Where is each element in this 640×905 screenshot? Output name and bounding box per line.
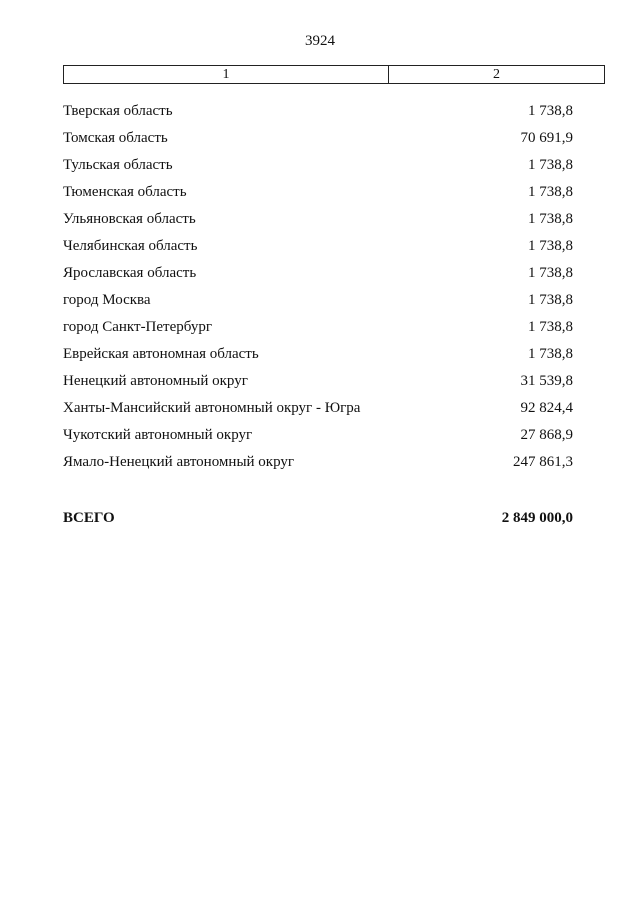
region-name: Тюменская область (63, 184, 187, 200)
table-row (63, 317, 573, 344)
region-name: Ярославская область (63, 265, 197, 281)
table-row (63, 155, 573, 182)
region-name: Ненецкий автономный округ (63, 373, 248, 389)
region-name: город Москва (63, 292, 151, 308)
region-value: 1 738,8 (528, 346, 573, 362)
region-value: 1 738,8 (528, 292, 573, 308)
table-row (63, 128, 573, 155)
region-name: Ханты-Мансийский автономный округ - Югра (63, 400, 361, 416)
table-row (63, 290, 573, 317)
page-number: 3924 (305, 33, 335, 49)
table-row (63, 344, 573, 371)
region-value: 1 738,8 (528, 157, 573, 173)
region-value: 1 738,8 (528, 184, 573, 200)
total-value: 2 849 000,0 (501, 510, 573, 526)
column-header-1: 1 (64, 66, 389, 83)
table-row (63, 182, 573, 209)
total-row (63, 508, 573, 528)
region-value: 1 738,8 (528, 103, 573, 119)
region-name: Ульяновская область (63, 211, 196, 227)
table-row (63, 425, 573, 452)
table-row (63, 371, 573, 398)
region-name: Челябинская область (63, 238, 198, 254)
table-row (63, 263, 573, 290)
region-value: 92 824,4 (520, 400, 573, 416)
region-name: Еврейская автономная область (63, 346, 259, 362)
region-value: 247 861,3 (513, 454, 573, 470)
total-label: ВСЕГО (63, 510, 115, 526)
region-value: 1 738,8 (528, 238, 573, 254)
region-value: 1 738,8 (528, 211, 573, 227)
table-row (63, 209, 573, 236)
region-value: 27 868,9 (520, 427, 573, 443)
region-value: 1 738,8 (528, 265, 573, 281)
region-name: Ямало-Ненецкий автономный округ (63, 454, 295, 470)
table-row (63, 236, 573, 263)
column-header-table (63, 65, 605, 84)
region-name: город Санкт-Петербург (63, 319, 212, 335)
region-value: 70 691,9 (520, 130, 573, 146)
region-value: 1 738,8 (528, 319, 573, 335)
region-name: Чукотский автономный округ (63, 427, 253, 443)
table-row (63, 398, 573, 425)
table-row (63, 452, 573, 479)
region-list (63, 101, 573, 479)
region-name: Тульская область (63, 157, 173, 173)
column-header-2: 2 (493, 67, 500, 82)
region-name: Тверская область (63, 103, 173, 119)
region-value: 31 539,8 (520, 373, 573, 389)
region-name: Томская область (63, 130, 168, 146)
table-row (63, 101, 573, 128)
